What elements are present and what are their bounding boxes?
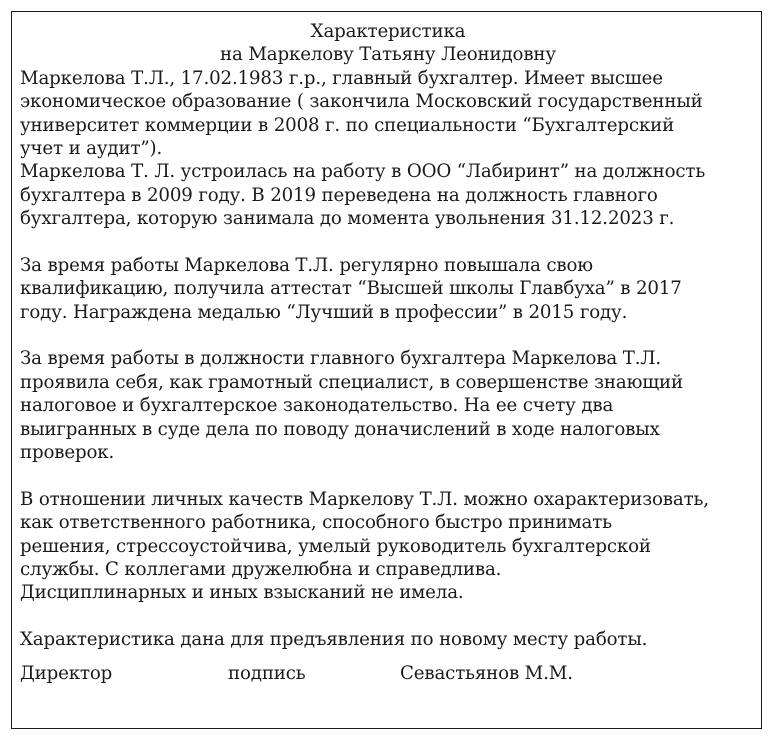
document-frame	[11, 11, 762, 729]
document-body	[20, 20, 756, 685]
paragraph-personal-qualities	[20, 488, 756, 605]
text-line: налоговое и бухгалтерское законодательство. На ее счету два	[20, 395, 614, 417]
signature-row	[20, 662, 756, 685]
paragraph-qualification	[20, 254, 756, 324]
text-line: За время работы Маркелова Т.Л. регулярно повышала свою	[20, 254, 593, 276]
text-line: В отношении личных качеств Маркелову Т.Л. можно охарактеризовать,	[20, 488, 709, 510]
text-line: как ответственного работника, способного быстро принимать	[20, 512, 612, 534]
text-line: бухгалтера в 2009 году. В 2019 переведена на должность главного	[20, 184, 658, 206]
paragraph-competence	[20, 347, 756, 464]
paragraph-gap	[20, 464, 756, 487]
text-line: бухгалтера, которую занимала до момента увольнения 31.12.2023 г.	[20, 208, 675, 230]
text-line: выигранных в суде дела по поводу доначислений в ходе налоговых	[20, 418, 660, 440]
text-line: решения, стрессоустойчива, умелый руководитель бухгалтерской	[20, 535, 651, 557]
text-line: проявила себя, как грамотный специалист, в совершенстве знающий	[20, 371, 683, 393]
text-line: университет коммерции в 2008 г. по специальности “Бухгалтерский	[20, 114, 675, 136]
text-line: проверок.	[20, 442, 115, 464]
text-line: году. Награждена медалью “Лучший в профессии” в 2015 году.	[20, 301, 628, 323]
document-title: Характеристика	[310, 21, 466, 42]
text-line: службы. С коллегами дружелюбна и справедлива.	[20, 558, 502, 580]
text-line: квалификацию, получила аттестат “Высшей школы Главбуха” в 2017	[20, 278, 682, 300]
text-line: учет и аудит”).	[20, 137, 163, 159]
paragraph-gap	[20, 324, 756, 347]
text-line: За время работы в должности главного бухгалтера Маркелова Т.Л.	[20, 348, 661, 370]
paragraph-purpose	[20, 628, 756, 651]
signature-role: Директор	[20, 662, 113, 684]
text-line: Маркелова Т.Л., 17.02.1983 г.р., главный бухгалтер. Имеет высшее	[20, 67, 663, 89]
document-subtitle: на Маркелову Татьяну Леонидовну	[220, 44, 556, 66]
paragraph-gap	[20, 231, 756, 254]
text-line: Дисциплинарных и иных взысканий не имела.	[20, 582, 464, 604]
paragraph-intro	[20, 67, 756, 231]
signature-label: подпись	[228, 662, 306, 684]
text-line: Маркелова Т. Л. устроилась на работу в ООО “Лабиринт” на должность	[20, 161, 706, 183]
text-line: экономическое образование ( закончила Московский государственный	[20, 91, 703, 113]
signature-name: Севастьянов М.М.	[400, 662, 573, 684]
paragraph-gap	[20, 605, 756, 628]
text-line: Характеристика дана для предъявления по новому месту работы.	[20, 629, 648, 651]
